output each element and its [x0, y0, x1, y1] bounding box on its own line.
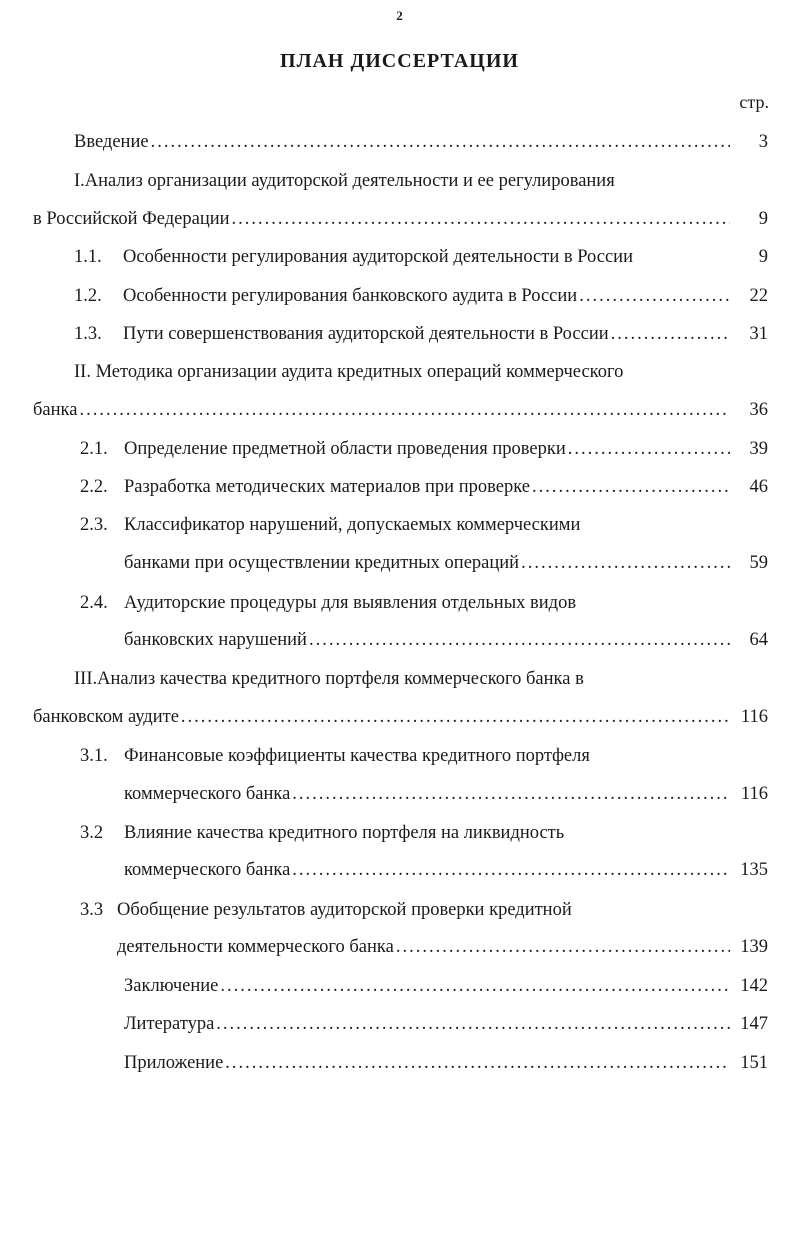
- toc-entry-page: 147: [740, 1014, 768, 1034]
- page-title: ПЛАН ДИССЕРТАЦИИ: [280, 50, 519, 72]
- toc-entry-page: 139: [740, 937, 768, 957]
- toc-entry-2-1: [80, 436, 768, 462]
- toc-entry-number: 2.4.: [80, 593, 108, 613]
- toc-entry-3-1-line2: [124, 781, 768, 807]
- toc-leader-dots: [79, 397, 730, 423]
- toc-entry-2-4-line1: [80, 590, 576, 616]
- toc-entry-number: 1.1.: [74, 247, 102, 267]
- toc-entry-page: 59: [749, 553, 768, 573]
- toc-entry-chapter-1-line2: [33, 206, 768, 232]
- toc-entry-number: 1.2.: [74, 286, 102, 306]
- toc-entry-page: 135: [740, 860, 768, 880]
- toc-leader-dots: [151, 129, 730, 155]
- toc-entry-page: 116: [740, 707, 768, 727]
- toc-entry-introduction: [74, 129, 768, 155]
- toc-entry-2-4-line2: [124, 627, 768, 653]
- toc-entry-appendix: [124, 1050, 768, 1076]
- toc-entry-text: коммерческого банка: [124, 860, 291, 880]
- toc-entry-page: 3: [758, 132, 768, 152]
- toc-entry-2-2: [80, 474, 768, 500]
- toc-entry-text: Разработка методических материалов при проверке: [124, 477, 530, 497]
- toc-entry-text: Финансовые коэффициенты качества кредитного портфеля: [124, 746, 590, 766]
- toc-entry-text: банками при осуществлении кредитных операций: [124, 553, 520, 573]
- toc-entry-chapter-3-line2: [33, 704, 768, 730]
- toc-leader-dots: [309, 627, 730, 653]
- toc-leader-dots: [521, 550, 730, 576]
- toc-entry-literature: [124, 1011, 768, 1037]
- toc-leader-dots: [216, 1011, 730, 1037]
- toc-entry-text: банковском аудите: [33, 707, 179, 727]
- toc-entry-text: III.Анализ качества кредитного портфеля коммерческого банка в: [74, 669, 584, 689]
- toc-leader-dots: [232, 206, 730, 232]
- toc-leader-dots: [568, 436, 730, 462]
- toc-entry-page: 22: [749, 286, 768, 306]
- page-number: 2: [396, 8, 403, 23]
- toc-entry-1-3: [74, 321, 768, 347]
- toc-entry-page: 9: [758, 247, 768, 267]
- toc-entry-text: в Российской Федерации: [33, 209, 230, 229]
- page-column-header: стр.: [739, 92, 769, 112]
- toc-entry-text: Обобщение результатов аудиторской проверки кредитной: [117, 900, 572, 920]
- toc-entry-number: 2.2.: [80, 477, 108, 497]
- toc-entry-page: 142: [740, 976, 768, 996]
- toc-entry-text: Заключение: [124, 976, 219, 996]
- toc-entry-text: II. Методика организации аудита кредитных операций коммерческого: [74, 362, 624, 382]
- toc-entry-text: Приложение: [124, 1053, 224, 1073]
- toc-entry-text: Особенности регулирования банковского аудита в России: [123, 286, 578, 306]
- toc-leader-dots: [396, 934, 730, 960]
- toc-entry-chapter-3-line1: [74, 666, 584, 692]
- toc-entry-page: 39: [749, 439, 768, 459]
- toc-entry-page: 31: [749, 324, 768, 344]
- toc-entry-page: 9: [758, 209, 768, 229]
- toc-entry-number: 2.1.: [80, 439, 108, 459]
- toc-entry-text: деятельности коммерческого банка: [117, 937, 394, 957]
- toc-entry-1-1: [74, 244, 768, 270]
- toc-entry-text: I.Анализ организации аудиторской деятельности и ее регулирования: [74, 171, 615, 191]
- toc-entry-text: Литература: [124, 1014, 215, 1034]
- toc-entry-2-3-line1: [80, 512, 580, 538]
- toc-entry-page: 64: [749, 630, 768, 650]
- toc-entry-text: Введение: [74, 132, 149, 152]
- toc-entry-text: Пути совершенствования аудиторской деятельности в России: [123, 324, 609, 344]
- toc-entry-number: 2.3.: [80, 515, 108, 535]
- toc-entry-conclusion: [124, 973, 768, 999]
- toc-entry-3-2-line2: [124, 857, 768, 883]
- toc-entry-text: Влияние качества кредитного портфеля на ликвидность: [124, 823, 565, 843]
- toc-leader-dots: [181, 704, 730, 730]
- toc-entry-chapter-2-line2: [33, 397, 768, 423]
- toc-entry-chapter-2-line1: [74, 359, 623, 385]
- toc-leader-dots: [579, 283, 730, 309]
- toc-entry-number: 3.1.: [80, 746, 108, 766]
- toc-leader-dots: [220, 973, 730, 999]
- toc-leader-dots: [292, 857, 730, 883]
- toc-entry-text: коммерческого банка: [124, 784, 291, 804]
- toc-entry-page: 116: [740, 784, 768, 804]
- toc-entry-3-3-line1: [80, 897, 572, 923]
- toc-entry-3-2-line1: [80, 820, 564, 846]
- toc-leader-dots: [611, 321, 730, 347]
- toc-entry-number: 1.3.: [74, 324, 102, 344]
- toc-entry-1-2: [74, 283, 768, 309]
- toc-entry-page: 151: [740, 1053, 768, 1073]
- toc-entry-text: Аудиторские процедуры для выявления отдельных видов: [124, 593, 577, 613]
- toc-entry-number: 3.2: [80, 823, 104, 843]
- toc-entry-page: 46: [749, 477, 768, 497]
- toc-entry-text: банковских нарушений: [124, 630, 307, 650]
- toc-leader-dots: [292, 781, 730, 807]
- toc-leader-dots: [225, 1050, 730, 1076]
- toc-entry-text: Особенности регулирования аудиторской деятельности в России: [123, 247, 633, 267]
- toc-entry-3-3-line2: [117, 934, 768, 960]
- toc-entry-text: Классификатор нарушений, допускаемых коммерческими: [124, 515, 581, 535]
- toc-entry-text: Определение предметной области проведения проверки: [124, 439, 566, 459]
- toc-entry-number: 3.3: [80, 900, 104, 920]
- toc-entry-2-3-line2: [124, 550, 768, 576]
- toc-entry-page: 36: [749, 400, 768, 420]
- toc-entry-3-1-line1: [80, 743, 590, 769]
- toc-leader-dots: [532, 474, 730, 500]
- toc-entry-text: банка: [33, 400, 78, 420]
- toc-entry-chapter-1-line1: [74, 168, 615, 194]
